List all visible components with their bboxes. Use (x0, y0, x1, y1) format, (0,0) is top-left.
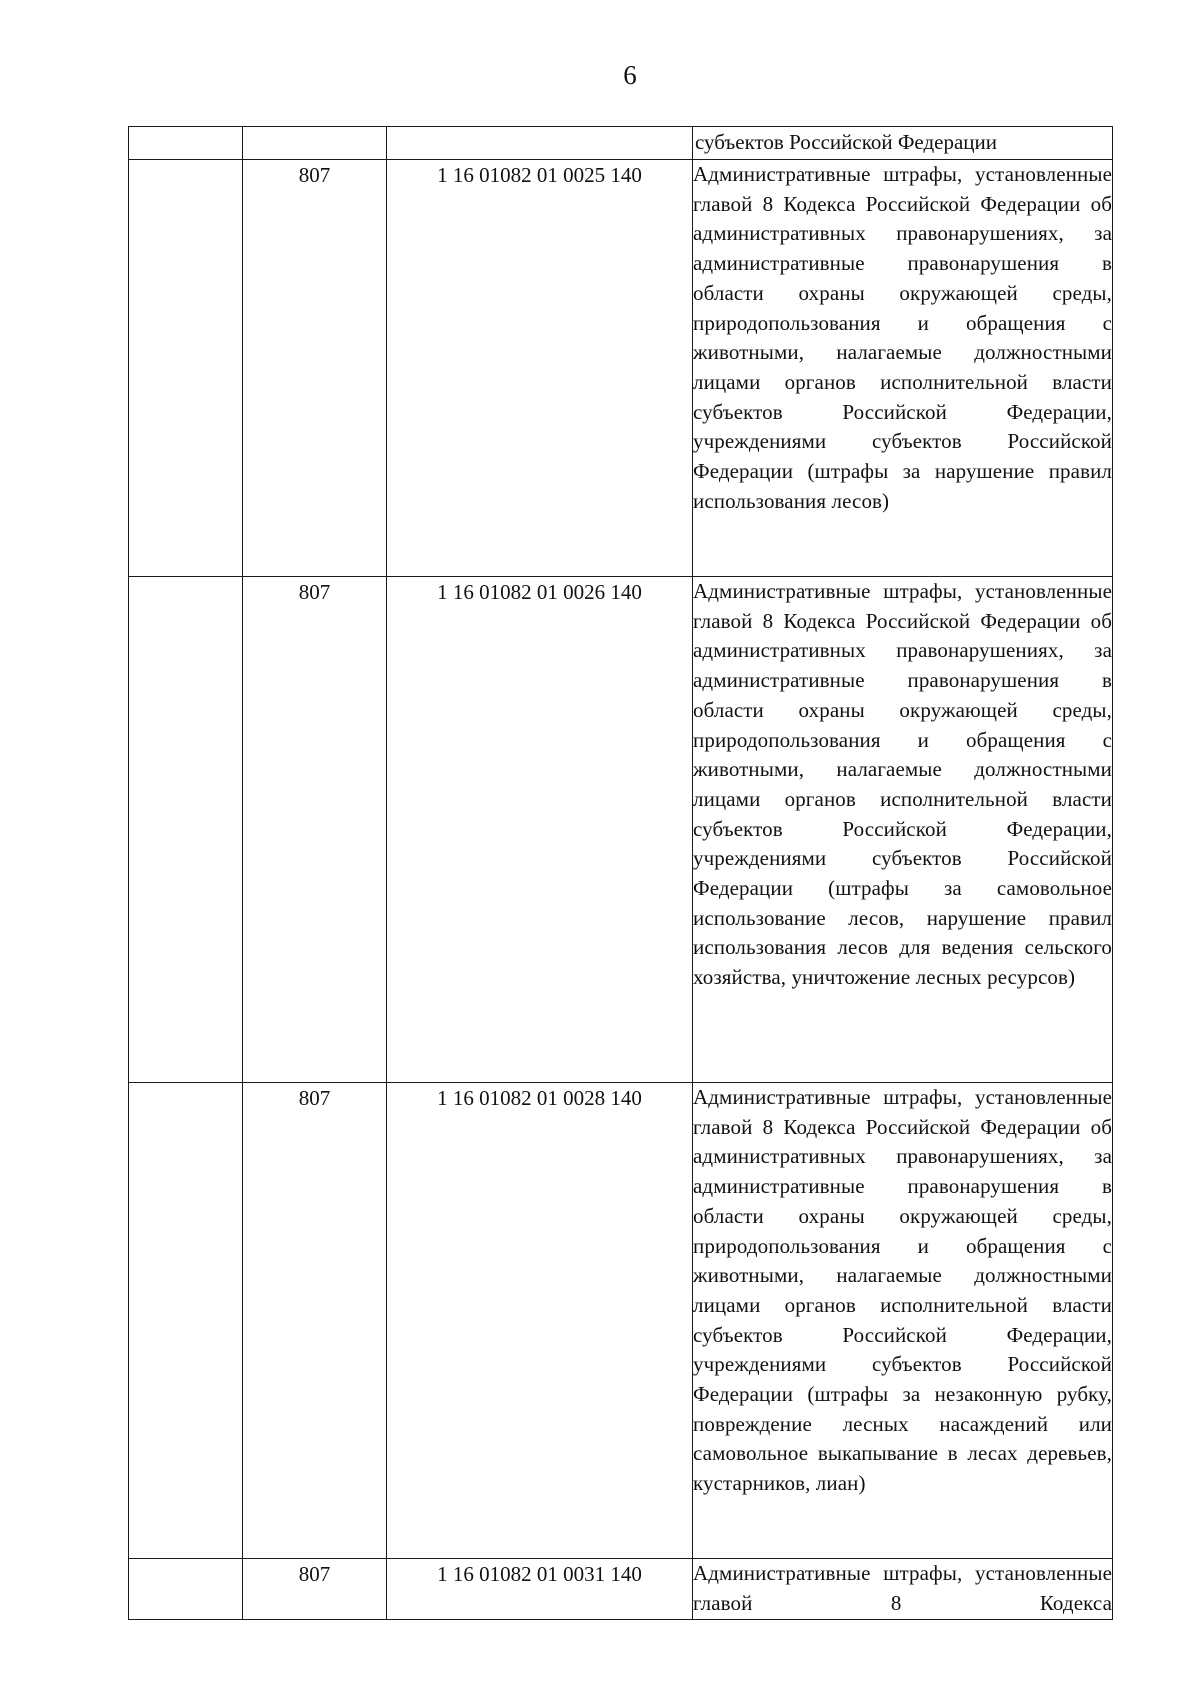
empty-cell (129, 127, 243, 160)
description-text: Административные штрафы, установленные главой 8 Кодекса Российской Федерации об административных правонарушениях, за административные правонарушения в области охраны окружающей среды, природопользования и обращения с животными, налагаемые должностными лицами органов исполнительной власти субъектов Российской Федерации, учреждениями субъектов Российской Федерации (штрафы за нарушение правил использования лесов) (693, 162, 1112, 513)
continuation-text: субъектов Российской Федерации (695, 130, 998, 154)
admin-code-cell: 807 (243, 1559, 387, 1620)
description-cell (693, 577, 1113, 1083)
description-text: Административные штрафы, установленные главой 8 Кодекса Российской Федерации об административных правонарушениях, за административные правонарушения в области охраны окружающей среды, природопользования и обращения с животными, налагаемые должностными лицами органов исполнительной власти субъектов Российской Федерации, учреждениями субъектов Российской Федерации (штрафы за самовольное использование лесов, нарушение правил использования лесов для ведения сельского хозяйства, уничтожение лесных ресурсов) (693, 579, 1112, 990)
kbk-code-cell: 1 16 01082 01 0028 140 (387, 1083, 693, 1559)
kbk-code-cell: 1 16 01082 01 0025 140 (387, 160, 693, 577)
empty-cell (129, 160, 243, 577)
table-row (129, 1559, 1113, 1620)
description-text: Административные штрафы, установленные главой 8 Кодекса (693, 1561, 1112, 1615)
description-cell (693, 1083, 1113, 1559)
empty-cell (129, 577, 243, 1083)
table-row-continuation (129, 127, 1113, 160)
table-row (129, 1083, 1113, 1559)
admin-code-cell: 807 (243, 577, 387, 1083)
admin-code-cell: 807 (243, 1083, 387, 1559)
description-cell (693, 127, 1113, 160)
empty-cell (243, 127, 387, 160)
description-cell (693, 160, 1113, 577)
budget-codes-table (128, 126, 1113, 1620)
description-text: Административные штрафы, установленные главой 8 Кодекса Российской Федерации об административных правонарушениях, за административные правонарушения в области охраны окружающей среды, природопользования и обращения с животными, налагаемые должностными лицами органов исполнительной власти субъектов Российской Федерации, учреждениями субъектов Российской Федерации (штрафы за незаконную рубку, повреждение лесных насаждений или самовольное выкапывание в лесах деревьев, кустарников, лиан) (693, 1085, 1112, 1496)
description-cell (693, 1559, 1113, 1620)
empty-cell (387, 127, 693, 160)
kbk-code-cell: 1 16 01082 01 0031 140 (387, 1559, 693, 1620)
empty-cell (129, 1083, 243, 1559)
page-number: 6 (623, 60, 637, 90)
table-row (129, 577, 1113, 1083)
admin-code-cell: 807 (243, 160, 387, 577)
kbk-code-cell: 1 16 01082 01 0026 140 (387, 577, 693, 1083)
table-row (129, 160, 1113, 577)
empty-cell (129, 1559, 243, 1620)
